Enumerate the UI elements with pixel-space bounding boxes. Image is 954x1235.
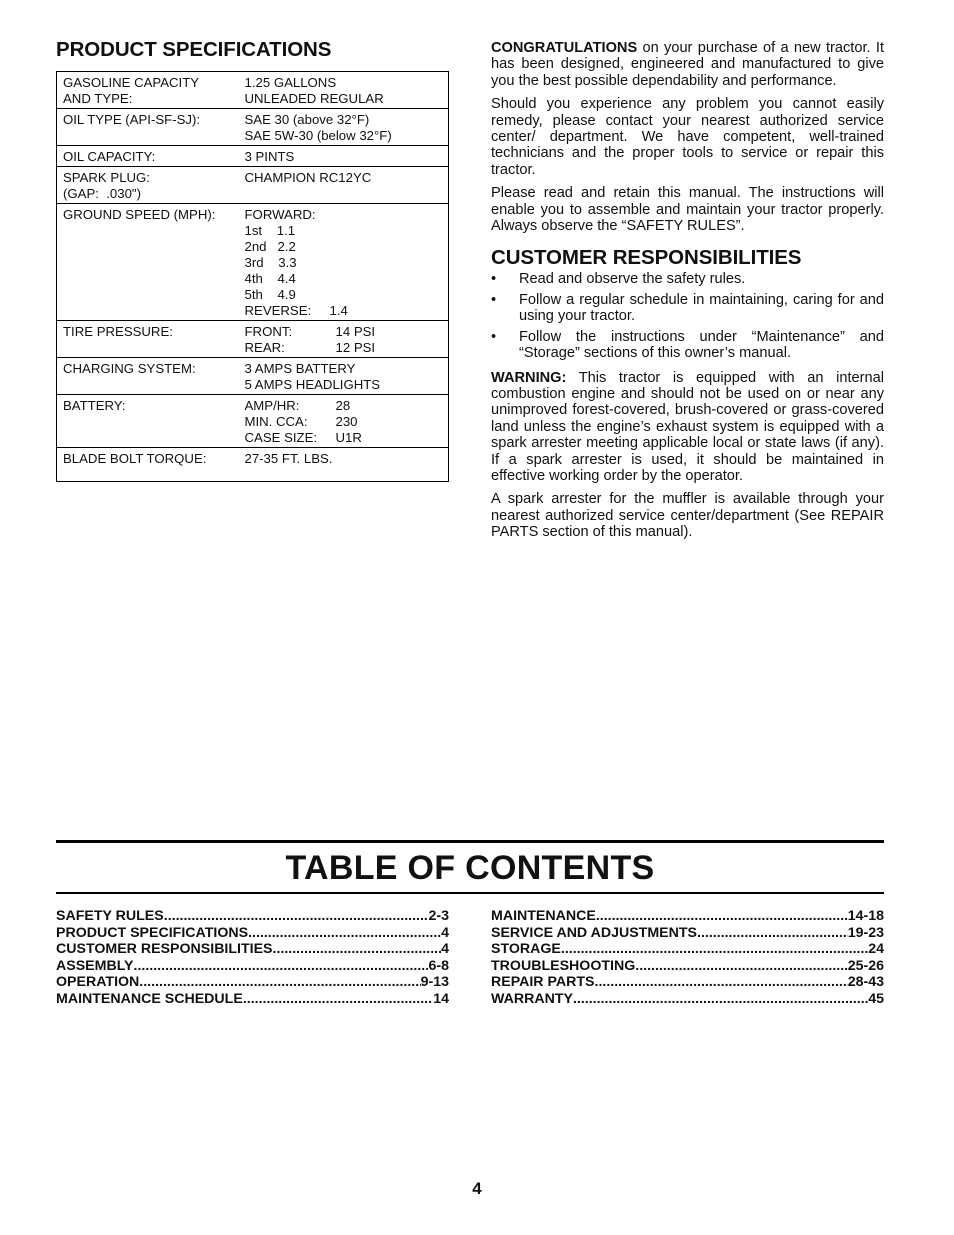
list-item-text: Follow a regular schedule in maintaining, caring for and using your tractor. (519, 291, 884, 325)
spec-label: BLADE BOLT TORQUE: (63, 451, 207, 466)
specs-table (56, 71, 449, 482)
bullet: • (491, 328, 497, 345)
spec-pair-key: CASE SIZE: (244, 430, 318, 445)
toc-entry-page: 2-3 (428, 908, 449, 924)
toc-leader-dots (596, 908, 848, 925)
spec-value: SAE 30 (above 32°F) (244, 112, 370, 127)
toc-leader-dots (573, 991, 868, 1008)
toc-leader-dots (561, 941, 868, 958)
toc-entry[interactable] (56, 941, 449, 958)
bullet: • (491, 271, 497, 288)
toc-entry-title: OPERATION (56, 974, 140, 991)
spec-label-cell (57, 109, 239, 146)
spec-value-cell (239, 448, 449, 482)
spec-pair-value: 14 PSI (335, 324, 376, 339)
page-number: 4 (472, 1179, 482, 1198)
spec-value-cell (239, 146, 449, 167)
spec-label: SPARK PLUG: (63, 170, 150, 185)
spark-arrester-paragraph: A spark arrester for the muffler is available through your nearest authorized service center/department (See REPAIR PARTS section of this manual). (491, 491, 884, 541)
warning-lead: WARNING: (491, 369, 567, 386)
toc-entry-page: 14-18 (847, 908, 884, 924)
spec-value: 3rd 3.3 (244, 255, 297, 270)
congratulations-text: on your purchase of a new tractor. It has been designed, engineered and manufactured to give you the best possible dependability and performance. (491, 40, 884, 89)
spec-value: 3 AMPS BATTERY (244, 361, 356, 376)
toc-entry-title: WARRANTY (491, 990, 573, 1007)
toc-top-rule (56, 840, 884, 843)
toc-entry-title: TROUBLESHOOTING (491, 957, 636, 974)
spec-value: 5th 4.9 (244, 287, 296, 302)
table-row (57, 109, 449, 146)
table-row (57, 167, 449, 204)
toc-entry[interactable] (56, 925, 449, 942)
toc-leader-dots (243, 991, 433, 1008)
responsibilities-list (491, 271, 884, 361)
spec-label: OIL CAPACITY: (63, 149, 156, 164)
bullet: • (491, 291, 497, 308)
spec-value: UNLEADED REGULAR (244, 91, 384, 106)
problem-paragraph: Should you experience any problem you cannot easily remedy, please contact your nearest authorized service center/ department. We have competent, well-trained technicians and the proper tools to service or repair this tractor. (491, 96, 884, 178)
spec-label: GASOLINE CAPACITY (63, 75, 200, 90)
table-row (57, 358, 449, 395)
intro-section (491, 40, 884, 548)
spec-value: SAE 5W-30 (below 32°F) (244, 128, 392, 143)
spec-pair-value: 12 PSI (335, 340, 376, 355)
spec-label: GROUND SPEED (MPH): (63, 207, 216, 222)
spec-pair-value: 28 (335, 398, 351, 413)
toc-entry[interactable] (491, 958, 884, 975)
spec-pair (245, 414, 443, 430)
spec-value: 27-35 FT. LBS. (244, 451, 333, 466)
spec-label: AND TYPE: (63, 91, 133, 106)
toc-entry-title: STORAGE (491, 941, 561, 958)
toc-entry[interactable] (56, 991, 449, 1008)
list-item-text: Read and observe the safety rules. (519, 271, 746, 288)
toc-entry-title: CUSTOMER RESPONSIBILITIES (56, 941, 273, 958)
spec-value-cell (239, 72, 449, 109)
toc-entry-page: 28-43 (847, 974, 884, 991)
toc-entry-title: ASSEMBLY (56, 957, 134, 974)
responsibilities-heading: CUSTOMER RESPONSIBILITIES (491, 246, 802, 270)
toc-left-column (56, 908, 449, 1008)
spec-pair (245, 340, 443, 356)
spec-value: FORWARD: (244, 207, 316, 222)
spec-label: BATTERY: (63, 398, 126, 413)
toc-bottom-rule (56, 892, 884, 894)
toc-entry-page: 4 (441, 924, 449, 941)
toc-leader-dots (134, 958, 429, 975)
spec-label: TIRE PRESSURE: (63, 324, 173, 339)
spec-value: 5 AMPS HEADLIGHTS (244, 377, 381, 392)
spec-value-cell (239, 395, 449, 448)
toc-entry-page: 25-26 (847, 957, 884, 974)
toc-entry[interactable] (491, 908, 884, 925)
spec-pair-key: FRONT: (244, 324, 293, 339)
warning-paragraph (491, 370, 884, 485)
list-item (491, 329, 884, 362)
spec-value-cell (239, 358, 449, 395)
toc-entry-page: 6-8 (428, 957, 449, 974)
spec-value-cell (239, 321, 449, 358)
spec-label-cell (57, 72, 239, 109)
congratulations-paragraph (491, 40, 884, 89)
spec-value-cell (239, 167, 449, 204)
spec-label-cell (57, 395, 239, 448)
toc-entry-title: REPAIR PARTS (491, 974, 595, 991)
table-row (57, 448, 449, 482)
retain-paragraph: Please read and retain this manual. The instructions will enable you to assemble and maintain your tractor properly. Always observe the “SAFETY RULES”. (491, 185, 884, 235)
spec-pair-key: REAR: (244, 340, 285, 355)
toc-entry-page: 19-23 (847, 924, 884, 941)
toc-entry[interactable] (56, 974, 449, 991)
toc-entry-title: MAINTENANCE (491, 908, 596, 924)
toc-leader-dots (139, 974, 420, 991)
spec-value-cell (239, 204, 449, 321)
spec-label-cell (57, 146, 239, 167)
toc-entry[interactable] (56, 958, 449, 975)
warning-text: This tractor is equipped with an internal combustion engine and should not be used on or near any unimproved forest-covered, brush-covered or grass-covered land unless the engine’s exhaust system is equipped with a spark arrester meeting applicable local or state laws (if any). If a spark arrester is used, it should be maintained in effective working order by the operator. (491, 369, 884, 484)
toc-leader-dots (164, 908, 429, 925)
spec-pair-value: 230 (335, 414, 358, 429)
spec-label: OIL TYPE (API-SF-SJ): (63, 112, 201, 127)
toc-entry-title: PRODUCT SPECIFICATIONS (56, 924, 249, 941)
toc-title: TABLE OF CONTENTS (285, 849, 655, 887)
toc-entry[interactable] (491, 974, 884, 991)
table-row (57, 72, 449, 109)
spec-label-cell (57, 358, 239, 395)
toc-entry-page: 9-13 (420, 974, 449, 991)
toc-entry[interactable] (491, 991, 884, 1008)
toc-entry-title: MAINTENANCE SCHEDULE (56, 990, 243, 1007)
spec-value: 1.25 GALLONS (244, 75, 337, 90)
toc-entry[interactable] (491, 941, 884, 958)
spec-value: 3 PINTS (244, 149, 295, 164)
toc-leader-dots (248, 925, 441, 942)
toc-entry[interactable] (56, 908, 449, 925)
spec-label-cell (57, 204, 239, 321)
spec-value: 1st 1.1 (244, 223, 296, 238)
spec-pair-value: U1R (335, 430, 362, 445)
table-row (57, 204, 449, 321)
toc-entry-page: 14 (433, 990, 449, 1007)
spec-value: 2nd 2.2 (244, 239, 296, 254)
toc-entry-page: 24 (868, 941, 884, 958)
table-row (57, 146, 449, 167)
spec-label-cell (57, 167, 239, 204)
table-row (57, 321, 449, 358)
specs-heading: PRODUCT SPECIFICATIONS (56, 38, 332, 61)
spec-value: CHAMPION RC12YC (244, 170, 372, 185)
table-row (57, 395, 449, 448)
spec-pair-key: MIN. CCA: (244, 414, 308, 429)
list-item (491, 271, 884, 287)
spec-label-cell (57, 448, 239, 482)
list-item-text: Follow the instructions under “Maintenance” and “Storage” sections of this owner’s manual. (519, 328, 884, 362)
spec-pair (245, 398, 443, 414)
toc-entry-page: 45 (868, 990, 884, 1007)
toc-entry-title: SERVICE AND ADJUSTMENTS (491, 924, 698, 941)
list-item (491, 292, 884, 325)
spec-value: REVERSE: 1.4 (244, 303, 348, 318)
toc-right-column (491, 908, 884, 1008)
toc-entry-page: 4 (441, 941, 449, 958)
toc-leader-dots (635, 958, 847, 975)
toc-leader-dots (595, 974, 848, 991)
spec-label-cell (57, 321, 239, 358)
toc-leader-dots (697, 925, 848, 942)
product-specifications-section (56, 38, 449, 482)
toc-leader-dots (273, 941, 442, 958)
spec-value: 4th 4.4 (244, 271, 296, 286)
spec-label: (GAP: .030") (63, 186, 141, 201)
spec-label: CHARGING SYSTEM: (63, 361, 196, 376)
toc-entry[interactable] (491, 925, 884, 942)
spec-value-cell (239, 109, 449, 146)
congratulations-lead: CONGRATULATIONS (491, 40, 638, 56)
spec-pair-key: AMP/HR: (244, 398, 300, 413)
spec-pair (245, 324, 443, 340)
spec-pair (245, 430, 443, 446)
toc-entry-title: SAFETY RULES (56, 908, 164, 924)
